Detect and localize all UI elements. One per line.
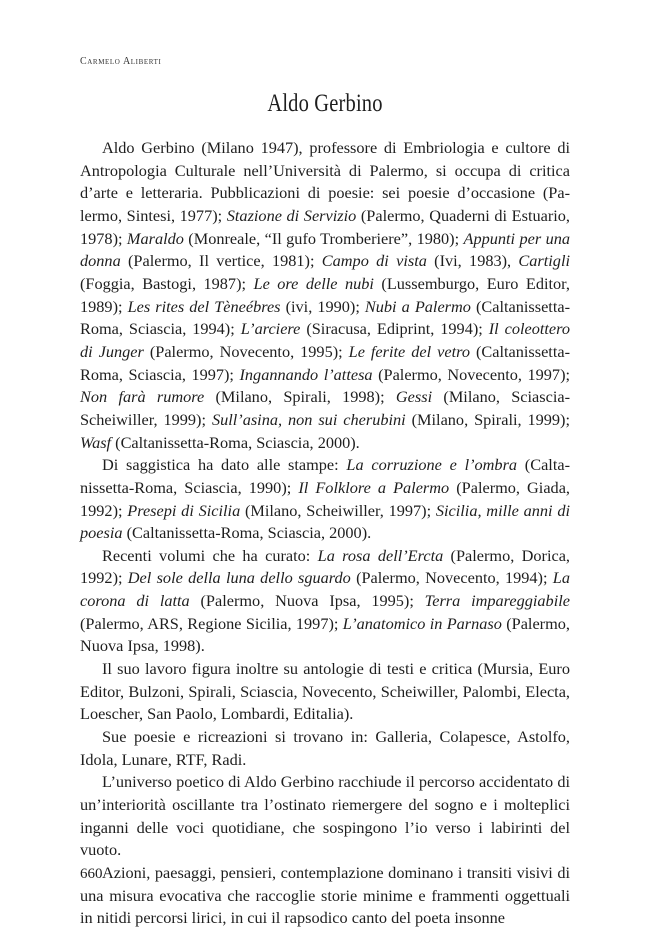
text-run: Di saggistica ha dato alle stampe: bbox=[102, 455, 347, 475]
text-run: (Ivi, 1983), bbox=[426, 251, 519, 271]
text-run: (Lussemburgo, Euro Editor, 1989); bbox=[80, 273, 570, 316]
text-run: (Caltanissetta-Roma, Sciascia, 2000). bbox=[111, 432, 360, 452]
text-run: (Milano, Spirali, 1999); bbox=[405, 409, 571, 429]
text-run: (Foggia, Bastogi, 1987); bbox=[80, 273, 254, 293]
title-citation: La rosa dell’Ercta bbox=[317, 545, 444, 565]
paragraph-antologie bbox=[80, 658, 570, 726]
text-run: (Caltanissetta-Roma, Sciascia, 1994); bbox=[80, 296, 571, 339]
text-run: (Milano, Sciascia-Scheiwiller, 1999); bbox=[80, 387, 570, 429]
page-title: Aldo Gerbino bbox=[267, 90, 383, 117]
text-run: (Palermo, ARS, Regione Sicilia, 1997); bbox=[80, 613, 343, 633]
paragraph-bio bbox=[80, 137, 570, 454]
title-citation: Presepi di Sicilia bbox=[127, 500, 241, 520]
text-run: (Palermo, Nuova Ipsa, 1995); bbox=[189, 591, 425, 611]
title-citation: Stazione di Servizio bbox=[226, 205, 357, 225]
text-run: (Siracusa, Ediprint, 1994); bbox=[300, 319, 489, 339]
text-run: (Palermo, Giada, 1992); bbox=[80, 477, 570, 520]
title-citation: Gessi bbox=[395, 387, 433, 407]
text-run: (Palermo, Novecento, 1997); bbox=[372, 364, 571, 384]
title-citation: La corruzione e l’ombra bbox=[346, 455, 518, 475]
text-run: (ivi, 1990); bbox=[280, 296, 365, 316]
paragraph-saggistica bbox=[80, 454, 570, 545]
title-citation: Non farà rumore bbox=[80, 387, 205, 407]
title-citation: Nubi a Palermo bbox=[364, 296, 471, 316]
paragraph-curati bbox=[80, 545, 570, 658]
title-citation: Maraldo bbox=[126, 228, 184, 248]
paragraph-riviste bbox=[80, 726, 570, 771]
running-head: Carmelo Aliberti bbox=[80, 56, 162, 67]
title-citation: Cartigli bbox=[518, 251, 570, 271]
paragraph-azioni bbox=[80, 862, 570, 930]
title-citation: Campo di vista bbox=[321, 251, 427, 271]
text-run: Aldo Gerbino (Milano 1947), professore di Embriologia e cultore di Antropologia Culturale nell’Università di Palermo, si occupa di critica d’arte e letteraria. Pubblicazioni di poesie: sei poesie d’occasione (Palermo, Sintesi, 1977); bbox=[80, 138, 570, 225]
title-citation: Terra impareggiabile bbox=[424, 591, 570, 611]
title-citation: La corona di latta bbox=[80, 568, 570, 611]
title-citation: Wasf bbox=[80, 432, 112, 452]
body-text bbox=[80, 137, 570, 930]
text-run: (Milano, Spirali, 1998); bbox=[204, 387, 396, 407]
text-run: (Caltanissetta-Roma, Sciascia, 1997); bbox=[80, 341, 570, 384]
title-citation: Les rites del Tèneébres bbox=[127, 296, 281, 316]
text-run: (Caltanissetta-Roma, Sciascia, 2000). bbox=[122, 523, 372, 543]
title-citation: Le ferite del vetro bbox=[348, 341, 470, 361]
title-citation: Appunti per una donna bbox=[80, 228, 571, 271]
title-citation: Ingannando l’attesa bbox=[239, 364, 373, 384]
text-run: Il suo lavoro figura inoltre su antologie di testi e critica (Mursia, Euro Editor, Bulzoni, Spirali, Sciascia, Novecento, Scheiwiller, Palombi, Electa, Loescher, San Paolo, Lombardi, Editalia). bbox=[80, 659, 570, 724]
title-citation: L’arciere bbox=[240, 319, 301, 339]
text-run: (Palermo, Quaderni di Estuario, 1978); bbox=[80, 205, 570, 248]
title-citation: Le ore delle nubi bbox=[253, 273, 374, 293]
page-number: 660 bbox=[80, 866, 103, 882]
text-run: Azioni, paesaggi, pensieri, contemplazione dominano i transiti visivi di una misura evocativa che raccoglie storie minime e frammenti oggettuali in nitidi percorsi lirici, in cui il rapsodico canto del poeta insonne bbox=[80, 863, 570, 928]
text-run: (Milano, Scheiwiller, 1997); bbox=[240, 500, 436, 520]
text-run: Recenti volumi che ha curato: bbox=[102, 545, 318, 565]
title-citation: Il coleottero di Junger bbox=[80, 319, 571, 361]
text-run: (Palermo, Novecento, 1995); bbox=[143, 341, 349, 361]
text-run: (Palermo, Novecento, 1994); bbox=[350, 568, 553, 588]
title-citation: L’anatomico in Parnaso bbox=[342, 613, 502, 633]
text-run: Sue poesie e ricreazioni si trovano in: Galleria, Colapesce, Astolfo, Idola, Lunare, RTF, Radi. bbox=[80, 727, 570, 769]
text-run: (Caltanissetta-Roma, Sciascia, 1990); bbox=[80, 455, 570, 497]
title-citation: Sicilia, mille anni di poesia bbox=[80, 500, 571, 543]
text-run: (Palermo, Il vertice, 1981); bbox=[120, 251, 322, 271]
text-run: (Palermo, Dorica, 1992); bbox=[80, 545, 570, 588]
text-run: (Palermo, Nuova Ipsa, 1998). bbox=[80, 613, 570, 656]
title-citation: Del sole della luna dello sguardo bbox=[127, 568, 351, 588]
text-run: L’universo poetico di Aldo Gerbino racchiude il percorso accidentato di un’interiorità oscillante tra l’ostinato riemergere del sogno e i molteplici inganni delle voci quotidiane, che sospingono l’io verso i labirinti del vuoto. bbox=[80, 772, 570, 860]
text-run: (Monreale, “Il gufo Tromberiere”, 1980); bbox=[183, 228, 464, 248]
title-citation: Sull’asina, non sui cherubini bbox=[211, 409, 406, 429]
title-citation: Il Folklore a Palermo bbox=[298, 477, 450, 497]
paragraph-universo bbox=[80, 771, 570, 862]
